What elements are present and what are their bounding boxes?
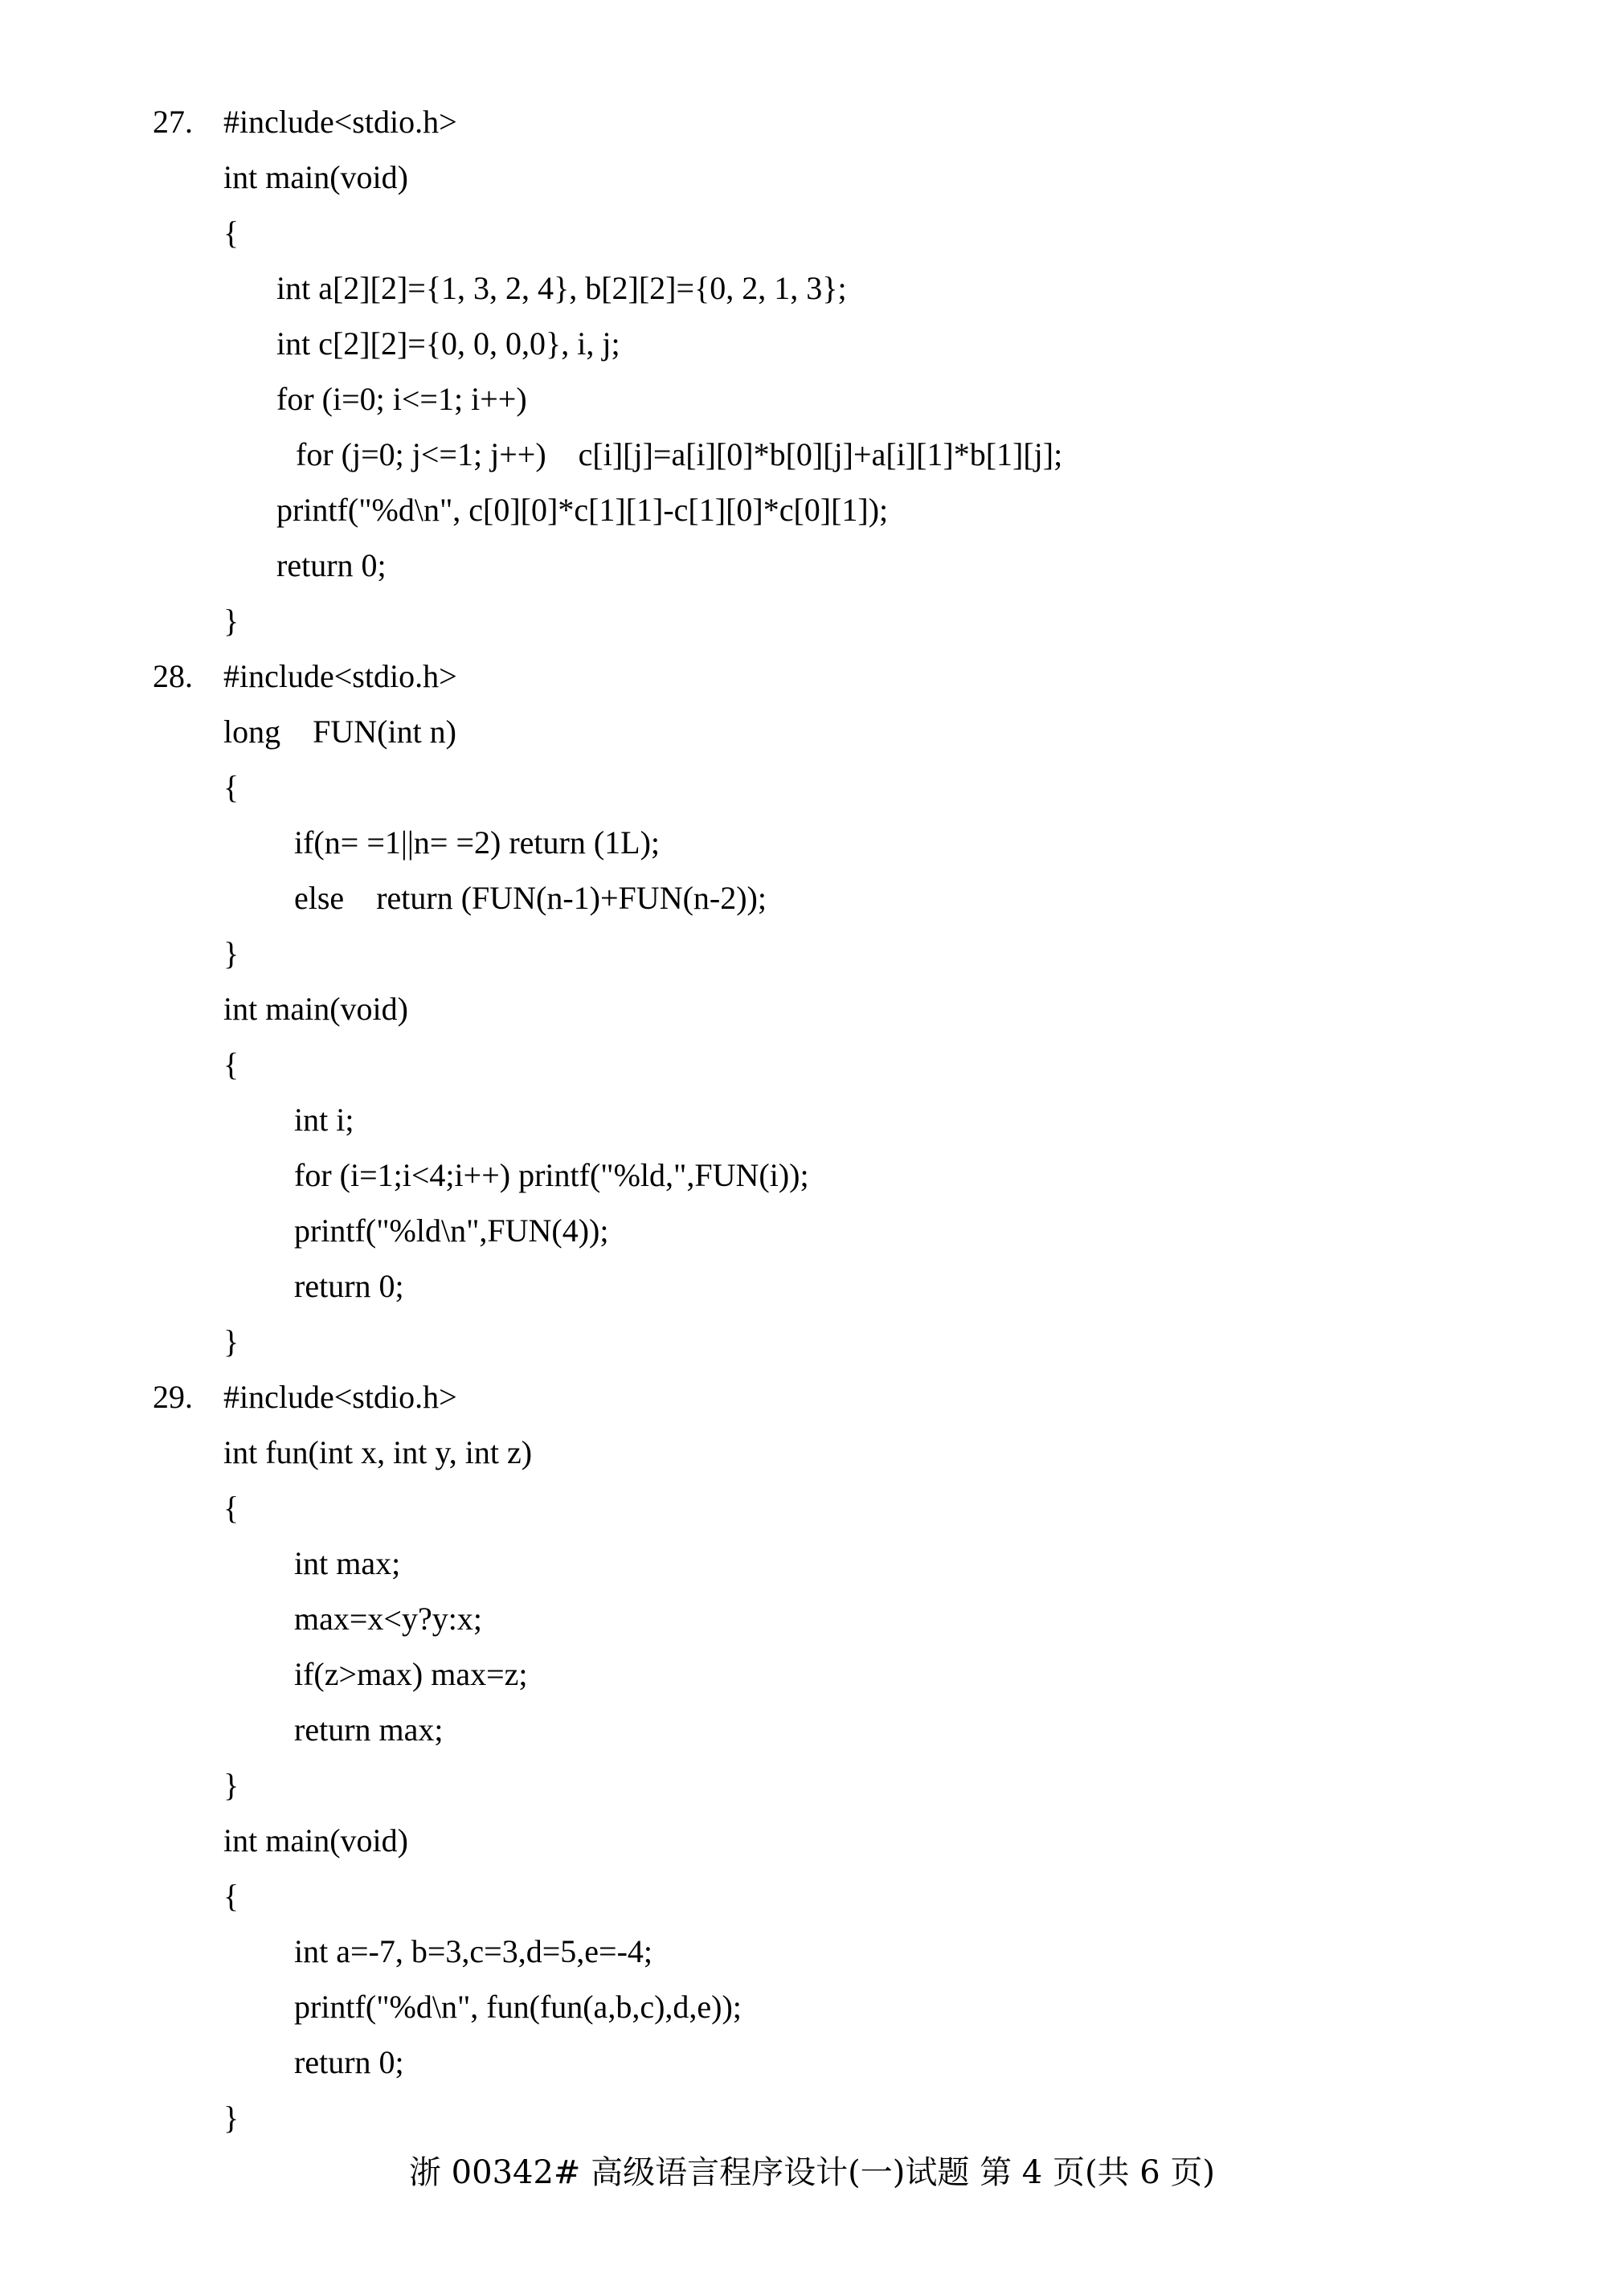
code-line: if(z>max) max=z; xyxy=(294,1656,528,1692)
code-line: return 0; xyxy=(276,547,387,583)
code-line: return max; xyxy=(294,1711,444,1748)
page-footer: 浙 00342# 高级语言程序设计(一)试题 第 4 页(共 6 页) xyxy=(408,2154,1216,2191)
code-line: int max; xyxy=(294,1545,401,1581)
code-line: printf("%ld\n",FUN(4)); xyxy=(294,1212,609,1249)
code-line: #include<stdio.h> xyxy=(223,104,457,140)
question-number-29: 29. xyxy=(153,1379,193,1415)
code-line: for (j=0; j<=1; j++) c[i][j]=a[i][0]*b[0][j]+a[i][1]*b[1][j]; xyxy=(296,436,1063,472)
code-line: if(n= =1||n= =2) return (1L); xyxy=(294,824,661,861)
code-line: } xyxy=(223,2100,239,2136)
code-line: int a[2][2]={1, 3, 2, 4}, b[2][2]={0, 2, 1, 3}; xyxy=(276,270,847,306)
code-line: { xyxy=(223,215,239,251)
code-line: { xyxy=(223,1046,239,1082)
code-line: long FUN(int n) xyxy=(223,714,456,750)
code-line: #include<stdio.h> xyxy=(223,1379,457,1415)
question-number-28: 28. xyxy=(153,658,193,694)
code-line: return 0; xyxy=(294,1268,404,1304)
code-line: int main(void) xyxy=(223,1822,408,1859)
code-line: for (i=0; i<=1; i++) xyxy=(276,381,527,417)
code-line: int main(void) xyxy=(223,991,408,1027)
code-line: { xyxy=(223,1878,239,1914)
code-line: { xyxy=(223,769,239,805)
code-line: } xyxy=(223,1767,239,1803)
code-line: #include<stdio.h> xyxy=(223,658,457,694)
code-line: max=x<y?y:x; xyxy=(294,1601,482,1637)
question-number-27: 27. xyxy=(153,104,193,140)
code-line: { xyxy=(223,1490,239,1526)
code-line: int main(void) xyxy=(223,159,408,195)
code-line: int a=-7, b=3,c=3,d=5,e=-4; xyxy=(294,1933,653,1969)
code-line: printf("%d\n", c[0][0]*c[1][1]-c[1][0]*c[0][1]); xyxy=(276,492,889,528)
code-line: return 0; xyxy=(294,2044,404,2080)
code-line: } xyxy=(223,935,239,971)
code-line: } xyxy=(223,1323,239,1360)
code-line: printf("%d\n", fun(fun(a,b,c),d,e)); xyxy=(294,1989,742,2025)
code-line: for (i=1;i<4;i++) printf("%ld,",FUN(i)); xyxy=(294,1157,809,1193)
code-line: } xyxy=(223,603,239,639)
code-line: else return (FUN(n-1)+FUN(n-2)); xyxy=(294,880,767,916)
code-line: int c[2][2]={0, 0, 0,0}, i, j; xyxy=(276,325,620,362)
code-line: int fun(int x, int y, int z) xyxy=(223,1434,533,1470)
code-line: int i; xyxy=(294,1102,354,1138)
